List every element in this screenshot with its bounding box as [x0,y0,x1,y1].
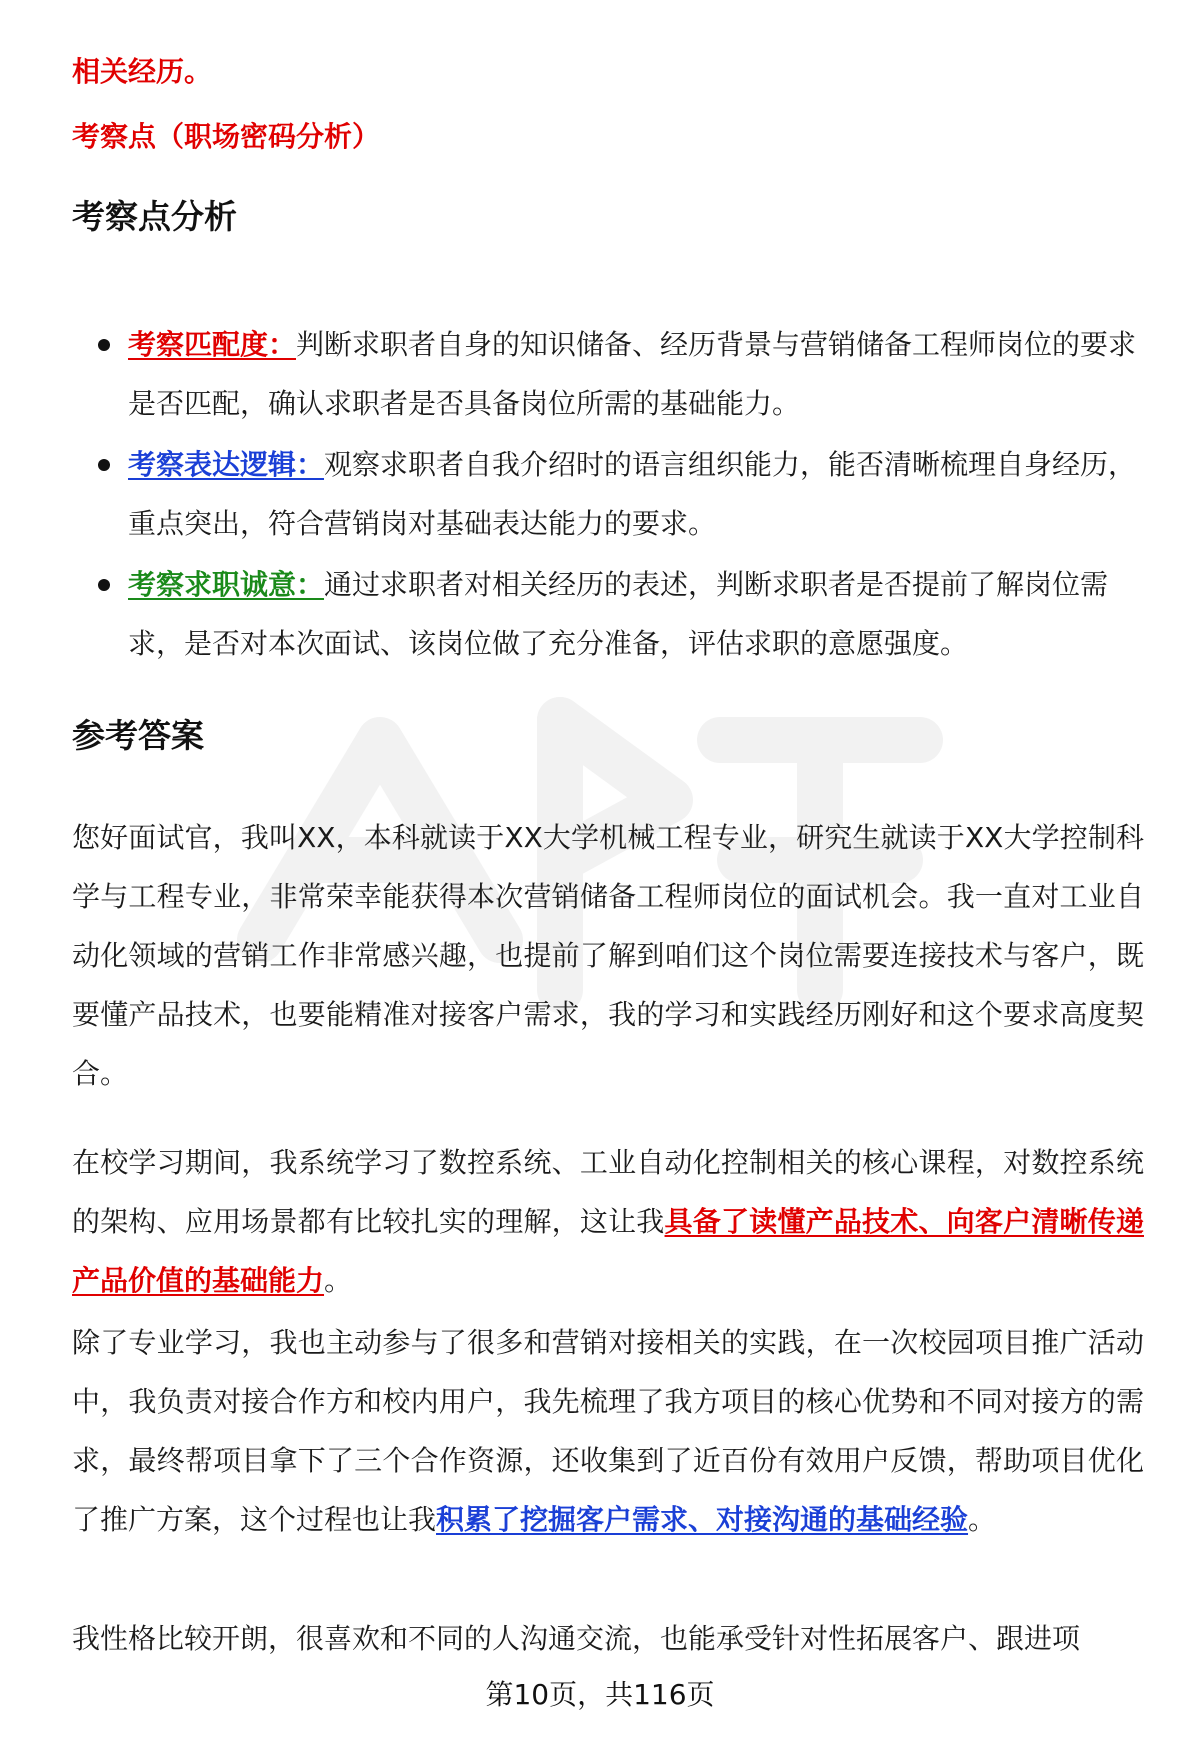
subtitle-assessment-point: 考察点（职场密码分析） [72,120,381,153]
answer-paragraph-personality: 我性格比较开朗，很喜欢和不同的人沟通交流，也能承受针对性拓展客户、跟进项 [72,1622,1081,1655]
answer-paragraph-study [72,1133,1144,1310]
assessment-bullet-list [72,315,1144,675]
page-number-footer: 第10页，共116页 [485,1678,715,1711]
bullet-keyword-logic: 考察表达逻辑： [128,448,325,481]
study-text-end: 。 [324,1264,353,1297]
bullet-text-logic: 观察求职者自我介绍时的语言组织能力，能否清晰梳理自身经历，重点突出，符合营销岗对基础表达能力的要求。 [128,448,1137,540]
continued-line-related-experience: 相关经历。 [72,55,213,88]
practice-text: 除了专业学习，我也主动参与了很多和营销对接相关的实践，在一次校园项目推广活动中，我负责对接合作方和校内用户，我先梳理了我方项目的核心优势和不同对接方的需求，最终帮项目拿下了三个合作资源，还收集到了近百份有效用户反馈，帮助项目优化了推广方案，这个过程也让我 [72,1326,1144,1536]
bullet-item-sincerity [72,555,1144,673]
answer-paragraph-practice [72,1313,1144,1549]
answer-paragraph-intro: 您好面试官，我叫XX，本科就读于XX大学机械工程专业，研究生就读于XX大学控制科学与工程专业，非常荣幸能获得本次营销储备工程师岗位的面试机会。我一直对工业自动化领域的营销工作非常感兴趣，也提前了解到咱们这个岗位需要连接技术与客户，既要懂产品技术，也要能精准对接客户需求，我的学习和实践经历刚好和这个要求高度契合。 [72,821,1144,1090]
practice-highlight: 积累了挖掘客户需求、对接沟通的基础经验 [436,1503,969,1536]
bullet-text-sincerity: 通过求职者对相关经历的表述，判断求职者是否提前了解岗位需求，是否对本次面试、该岗位做了充分准备，评估求职的意愿强度。 [128,568,1109,660]
bullet-item-match [72,315,1144,433]
bullet-item-logic [72,435,1144,553]
bullet-keyword-match: 考察匹配度： [128,328,297,361]
study-highlight: 具备了读懂产品技术、向客户清晰传递产品价值的基础能力 [72,1205,1144,1297]
bullet-dot-icon [98,339,110,351]
heading-assessment-analysis: 考察点分析 [72,197,237,236]
study-text: 在校学习期间，我系统学习了数控系统、工业自动化控制相关的核心课程，对数控系统的架构、应用场景都有比较扎实的理解，这让我 [72,1146,1144,1238]
practice-text-end: 。 [968,1503,997,1536]
heading-reference-answer: 参考答案 [72,716,204,755]
bullet-dot-icon [98,459,110,471]
bullet-text-match: 判断求职者自身的知识储备、经历背景与营销储备工程师岗位的要求是否匹配，确认求职者是否具备岗位所需的基础能力。 [128,328,1137,420]
bullet-keyword-sincerity: 考察求职诚意： [128,568,325,601]
bullet-dot-icon [98,579,110,591]
